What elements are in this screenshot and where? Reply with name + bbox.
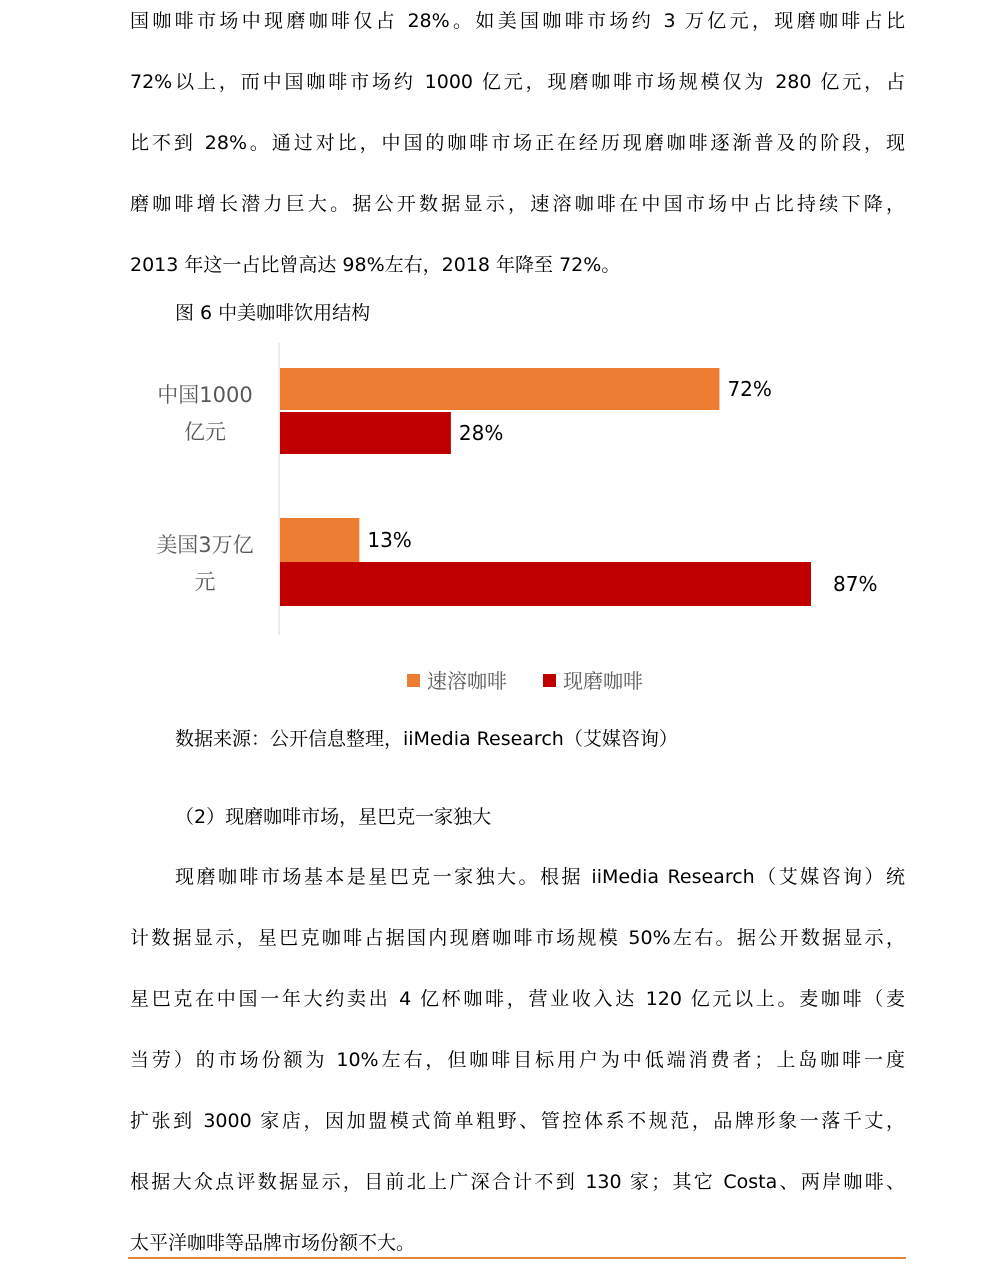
paragraph-line: 扩张到 3000 家店，因加盟模式简单粗野、管控体系不规范，品牌形象一落千丈， bbox=[130, 1110, 905, 1132]
data-label: 13% bbox=[367, 528, 412, 552]
chart-legend bbox=[407, 669, 643, 693]
bar bbox=[280, 518, 359, 562]
section-heading: （2）现磨咖啡市场，星巴克一家独大 bbox=[175, 806, 492, 828]
paragraph-line: 磨咖啡增长潜力巨大。据公开数据显示，速溶咖啡在中国市场中占比持续下降， bbox=[130, 193, 905, 215]
figure-caption: 图 6 中美咖啡饮用结构 bbox=[175, 302, 371, 324]
category-label: 美国3万亿 bbox=[156, 533, 254, 557]
bar bbox=[280, 562, 811, 606]
bars-group bbox=[280, 368, 811, 606]
paragraph-line: 当劳）的市场份额为 10%左右，但咖啡目标用户为中低端消费者；上岛咖啡一度 bbox=[130, 1049, 905, 1071]
paragraph-line: 2013 年这一占比曾高达 98%左右，2018 年降至 72%。 bbox=[130, 254, 621, 276]
legend-label: 速溶咖啡 bbox=[427, 669, 507, 693]
paragraph-line: 太平洋咖啡等品牌市场份额不大。 bbox=[130, 1232, 416, 1254]
footer-rule bbox=[128, 1257, 906, 1259]
category-labels-group bbox=[156, 383, 253, 594]
paragraph-line: 72%以上，而中国咖啡市场约 1000 亿元，现磨咖啡市场规模仅为 280 亿元，占 bbox=[130, 71, 905, 93]
paragraph-line: 根据大众点评数据显示，目前北上广深合计不到 130 家；其它 Costa、两岸咖啡、 bbox=[130, 1171, 905, 1193]
category-label: 元 bbox=[194, 570, 216, 594]
paragraph-line: 比不到 28%。通过对比，中国的咖啡市场正在经历现磨咖啡逐渐普及的阶段，现 bbox=[130, 132, 905, 154]
legend-swatch bbox=[543, 674, 556, 687]
data-label: 28% bbox=[458, 421, 504, 445]
paragraph-line: 计数据显示，星巴克咖啡占据国内现磨咖啡市场规模 50%左右。据公开数据显示， bbox=[130, 927, 905, 949]
paragraph-line: 星巴克在中国一年大约卖出 4 亿杯咖啡，营业收入达 120 亿元以上。麦咖啡（麦 bbox=[130, 988, 905, 1010]
paragraph-line: 现磨咖啡市场基本是星巴克一家独大。根据 iiMedia Research（艾媒咨询）统 bbox=[175, 866, 905, 888]
category-label: 亿元 bbox=[184, 420, 226, 444]
legend-swatch bbox=[407, 674, 420, 687]
data-label: 72% bbox=[727, 377, 772, 401]
data-source-note: 数据来源：公开信息整理，iiMedia Research（艾媒咨询） bbox=[175, 728, 678, 750]
coffee-structure-chart bbox=[120, 335, 878, 710]
legend-label: 现磨咖啡 bbox=[563, 669, 643, 693]
data-label: 87% bbox=[833, 572, 878, 596]
bar bbox=[280, 368, 719, 410]
bar bbox=[280, 412, 451, 454]
paragraph-line: 国咖啡市场中现磨咖啡仅占 28%。如美国咖啡市场约 3 万亿元，现磨咖啡占比 bbox=[130, 10, 905, 32]
category-label: 中国1000 bbox=[157, 383, 253, 407]
